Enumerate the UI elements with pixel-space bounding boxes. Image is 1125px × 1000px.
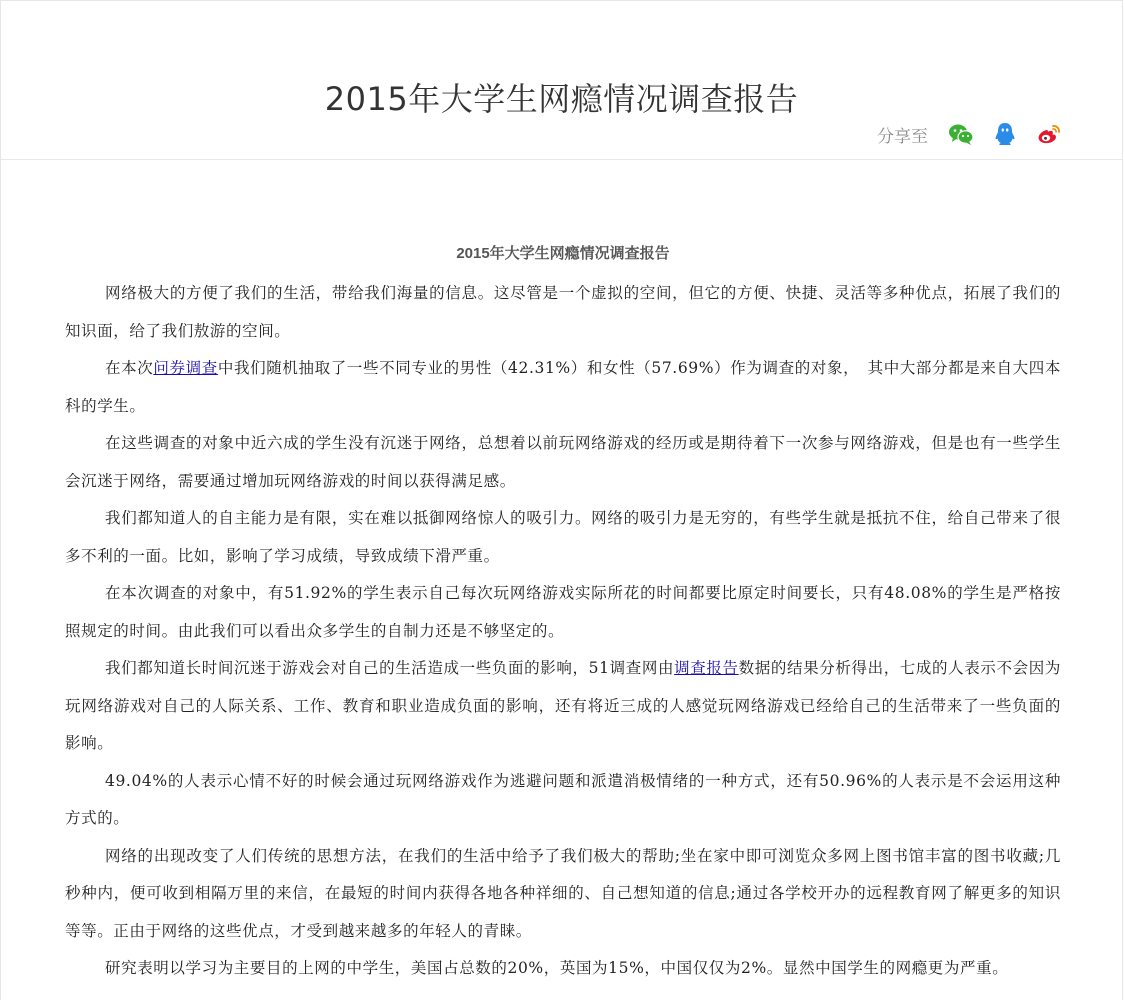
paragraph-2 — [65, 350, 1061, 425]
paragraph-8: 网络的出现改变了人们传统的思想方法，在我们的生活中给予了我们极大的帮助;坐在家中即可浏览众多网上图书馆丰富的图书收藏;几秒种内，便可收到相隔万里的来信，在最短的时间内获得各地各种祥细的、自己想知道的信息;通过各学校开办的远程教育网了解更多的知识等等。正由于网络的这些优点，才受到越来越多的年轻人的青睐。 — [65, 846, 1061, 940]
paragraph-3: 在这些调查的对象中近六成的学生没有沉迷于网络，总想着以前玩网络游戏的经历或是期待着下一次参与网络游戏，但是也有一些学生会沉迷于网络，需要通过增加玩网络游戏的时间以获得满足感。 — [65, 434, 1061, 490]
article-title: 2015年大学生网瘾情况调查报告 — [456, 245, 670, 262]
questionnaire-link[interactable]: 问券调查 — [153, 359, 218, 377]
paragraph-4: 我们都知道人的自主能力是有限，实在难以抵御网络惊人的吸引力。网络的吸引力是无穷的，有些学生就是抵抗不住，给自己带来了很多不利的一面。比如，影响了学习成绩，导致成绩下滑严重。 — [65, 509, 1061, 565]
paragraph-2-text-after: 中我们随机抽取了一些不同专业的男性（42.31%）和女性（57.69%）作为调查的对象， 其中大部分都是来自大四本科的学生。 — [65, 359, 1062, 415]
page-title: 2015年大学生网瘾情况调查报告 — [324, 80, 799, 119]
share-label: 分享至 — [877, 126, 928, 147]
qq-icon[interactable] — [992, 121, 1018, 147]
paragraph-1: 网络极大的方便了我们的生活，带给我们海量的信息。这尽管是一个虚拟的空间，但它的方便、快捷、灵活等多种优点，拓展了我们的知识面，给了我们敖游的空间。 — [65, 284, 1061, 340]
paragraph-7: 49.04%的人表示心情不好的时候会通过玩网络游戏作为逃避问题和派遣消极情绪的一种方式，还有50.96%的人表示是不会运用这种方式的。 — [65, 771, 1061, 827]
share-bar — [877, 121, 1062, 147]
paragraph-6 — [65, 650, 1061, 763]
paragraph-2-text-before: 在本次 — [105, 359, 154, 377]
survey-report-link[interactable]: 调查报告 — [674, 659, 739, 677]
header — [1, 1, 1122, 160]
weibo-icon[interactable] — [1036, 121, 1062, 147]
paragraph-6-text-before: 我们都知道长时间沉迷于游戏会对自己的生活造成一些负面的影响，51调查网由 — [105, 659, 675, 677]
paragraph-6-text-after: 数据的结果分析得出，七成的人表示不会因为玩网络游戏对自己的人际关系、工作、教育和职业造成负面的影响，还有将近三成的人感觉玩网络游戏已经给自己的生活带来了一些负面的影响。 — [65, 659, 1062, 752]
wechat-icon[interactable] — [948, 121, 974, 147]
paragraph-5: 在本次调查的对象中，有51.92%的学生表示自己每次玩网络游戏实际所花的时间都要比原定时间要长，只有48.08%的学生是严格按照规定的时间。由此我们可以看出众多学生的自制力还是不够坚定的。 — [65, 584, 1061, 640]
article-body — [65, 243, 1061, 988]
paragraph-9: 研究表明以学习为主要目的上网的中学生，美国占总数的20%，英国为15%，中国仅仅为2%。显然中国学生的网瘾更为严重。 — [105, 959, 1009, 977]
